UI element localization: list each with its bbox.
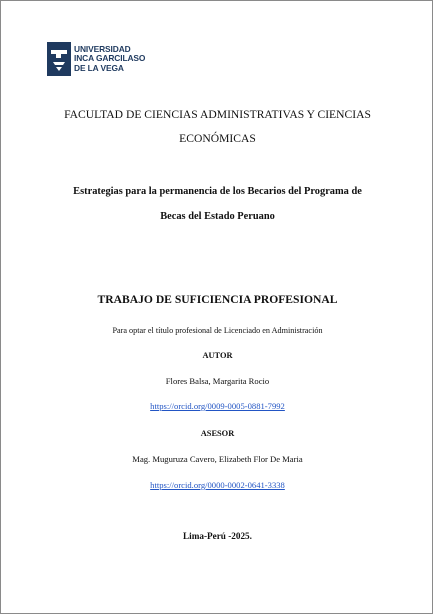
logo-line-3: DE LA VEGA xyxy=(74,62,124,73)
author-orcid-link[interactable]: https://orcid.org/0009-0005-0881-7992 xyxy=(150,401,285,411)
faculty-line-2: ECONÓMICAS xyxy=(179,132,256,145)
thesis-title-line-2: Becas del Estado Peruano xyxy=(160,211,275,222)
university-emblem-icon xyxy=(47,42,71,76)
logo-line-2: INCA GARCILASO xyxy=(74,53,146,64)
advisor-name: Mag. Muguruza Cavero, Elizabeth Flor De Maria xyxy=(132,454,303,464)
place-and-date: Lima-Perú -2025. xyxy=(183,531,252,541)
work-type-heading: TRABAJO DE SUFICIENCIA PROFESIONAL xyxy=(97,293,338,306)
advisor-orcid-link[interactable]: https://orcid.org/0000-0002-0641-3338 xyxy=(150,480,285,490)
university-logo xyxy=(47,42,145,76)
logo-line-1: UNIVERSIDAD xyxy=(74,43,131,54)
faculty-line-1: FACULTAD DE CIENCIAS ADMINISTRATIVAS Y CIENCIAS xyxy=(64,108,371,121)
advisor-label: ASESOR xyxy=(200,429,235,438)
thesis-title-line-1: Estrategias para la permanencia de los Becarios del Programa de xyxy=(73,186,362,197)
degree-purpose: Para optar el título profesional de Licenciado en Administración xyxy=(112,326,323,335)
university-name xyxy=(74,45,145,74)
author-label: AUTOR xyxy=(202,351,233,360)
author-name: Flores Balsa, Margarita Rocio xyxy=(165,376,270,386)
